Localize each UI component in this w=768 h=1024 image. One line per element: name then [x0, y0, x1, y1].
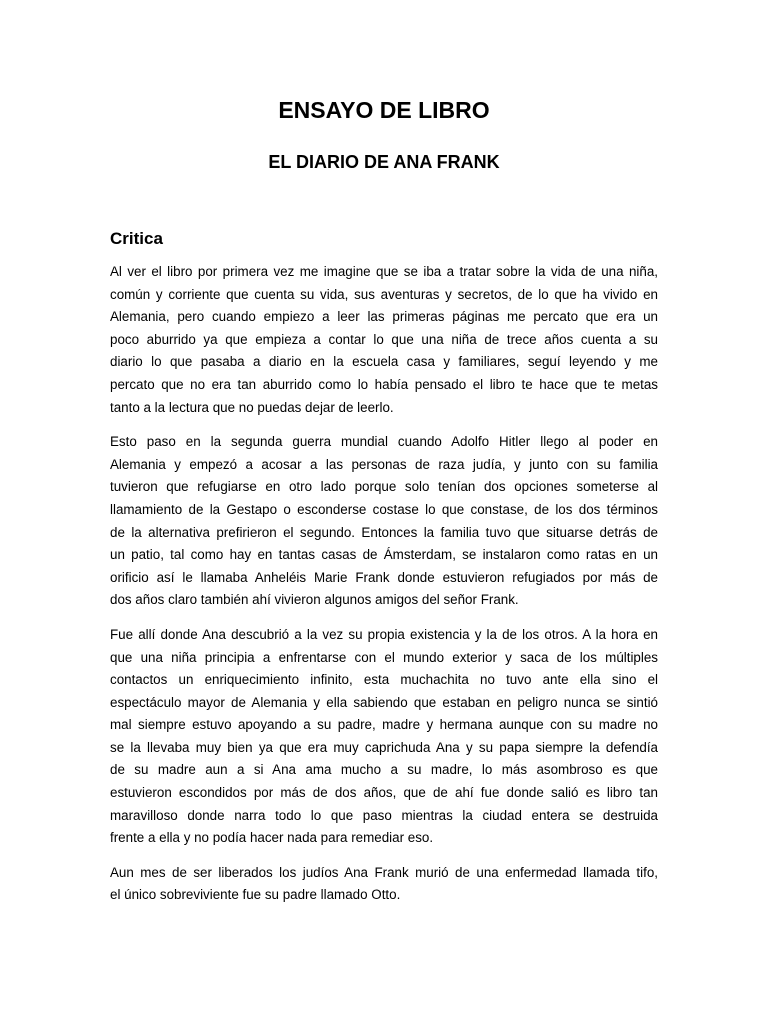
paragraph-line: Esto paso en la segunda guerra mundial cuando Adolfo Hitler llego al poder en [110, 434, 658, 450]
paragraph-line: de la alternativa prefirieron el segundo. Entonces la familia tuvo que situarse detrás de [110, 524, 658, 540]
paragraph-line: tuvieron que refugiarse en otro lado porque solo tenían dos opciones someterse al [110, 479, 658, 495]
paragraph-line: dos años claro también ahí vivieron algunos amigos del señor Frank. [110, 592, 519, 608]
paragraph-line: mal siempre estuvo apoyando a su padre, madre y hermana aunque con su madre no [110, 717, 658, 733]
section-heading-critica: Critica [110, 229, 163, 248]
paragraph-line: un patio, tal como hay en tantas casas de Ámsterdam, se instalaron como ratas en un [110, 547, 658, 563]
paragraph-line: frente a ella y no podía hacer nada para remediar eso. [110, 830, 434, 846]
document-subtitle: EL DIARIO DE ANA FRANK [268, 152, 500, 172]
paragraph-line: orificio así le llamaba Anheléis Marie Frank donde estuvieron refugiados por más de [110, 569, 658, 585]
paragraph-line: Fue allí donde Ana descubrió a la vez su propia existencia y la de los otros. A la hora en [110, 626, 658, 642]
body-paragraph [110, 431, 658, 612]
paragraph-line: percato que no era tan aburrido como lo había pensado el libro te hace que te metas [110, 376, 658, 392]
paragraph-line: contactos un enriquecimiento infinito, esta muchachita no tuvo ante ella sino el [110, 672, 658, 688]
paragraph-line: Al ver el libro por primera vez me imagine que se iba a tratar sobre la vida de una niña, [110, 264, 658, 279]
paragraph-line: el único sobreviviente fue su padre llamado Otto. [110, 887, 401, 903]
paragraph-line: estuvieron escondidos por más de dos años, que de ahí fue donde salió es libro tan [110, 785, 658, 801]
paragraph-line: de su madre aun a si Ana ama mucho a su madre, lo más asombroso es que [110, 762, 658, 778]
body-paragraph [110, 862, 658, 907]
document-title: ENSAYO DE LIBRO [278, 97, 490, 123]
paragraph-line: Alemania, pero cuando empiezo a leer las primeras páginas me percato que era un [110, 309, 658, 325]
body-paragraph [110, 261, 658, 419]
paragraph-line: maravilloso donde narra todo lo que paso mientras la ciudad entera se destruida [110, 807, 658, 823]
paragraph-line: común y corriente que cuenta su vida, sus aventuras y secretos, de lo que ha vivido en [110, 286, 658, 302]
paragraph-line: diario lo que pasaba a diario en la escuela casa y familiares, seguí leyendo y me [110, 354, 658, 370]
paragraph-line: llamamiento de la Gestapo o esconderse costase lo que constase, de los dos términos [110, 501, 658, 517]
paragraph-line: espectáculo mayor de Alemania y ella sabiendo que estaban en peligro nunca se sintió [110, 694, 658, 710]
paragraph-line: Alemania y empezó a acosar a las personas de raza judía, y junto con su familia [110, 456, 658, 472]
paragraph-line: que una niña principia a enfrentarse con el mundo exterior y saca de los múltiples [110, 649, 658, 665]
paragraph-line: se la llevaba muy bien ya que era muy caprichuda Ana y su papa siempre la defendía [110, 739, 658, 755]
paragraph-line: tanto a la lectura que no puedas dejar de leerlo. [110, 399, 394, 415]
paragraph-line: Aun mes de ser liberados los judíos Ana Frank murió de una enfermedad llamada tifo, [110, 864, 658, 880]
body-paragraph [110, 624, 658, 850]
document-body [110, 261, 658, 907]
paragraph-line: poco aburrido ya que empieza a contar lo que una niña de trece años cuenta a su [110, 331, 658, 347]
